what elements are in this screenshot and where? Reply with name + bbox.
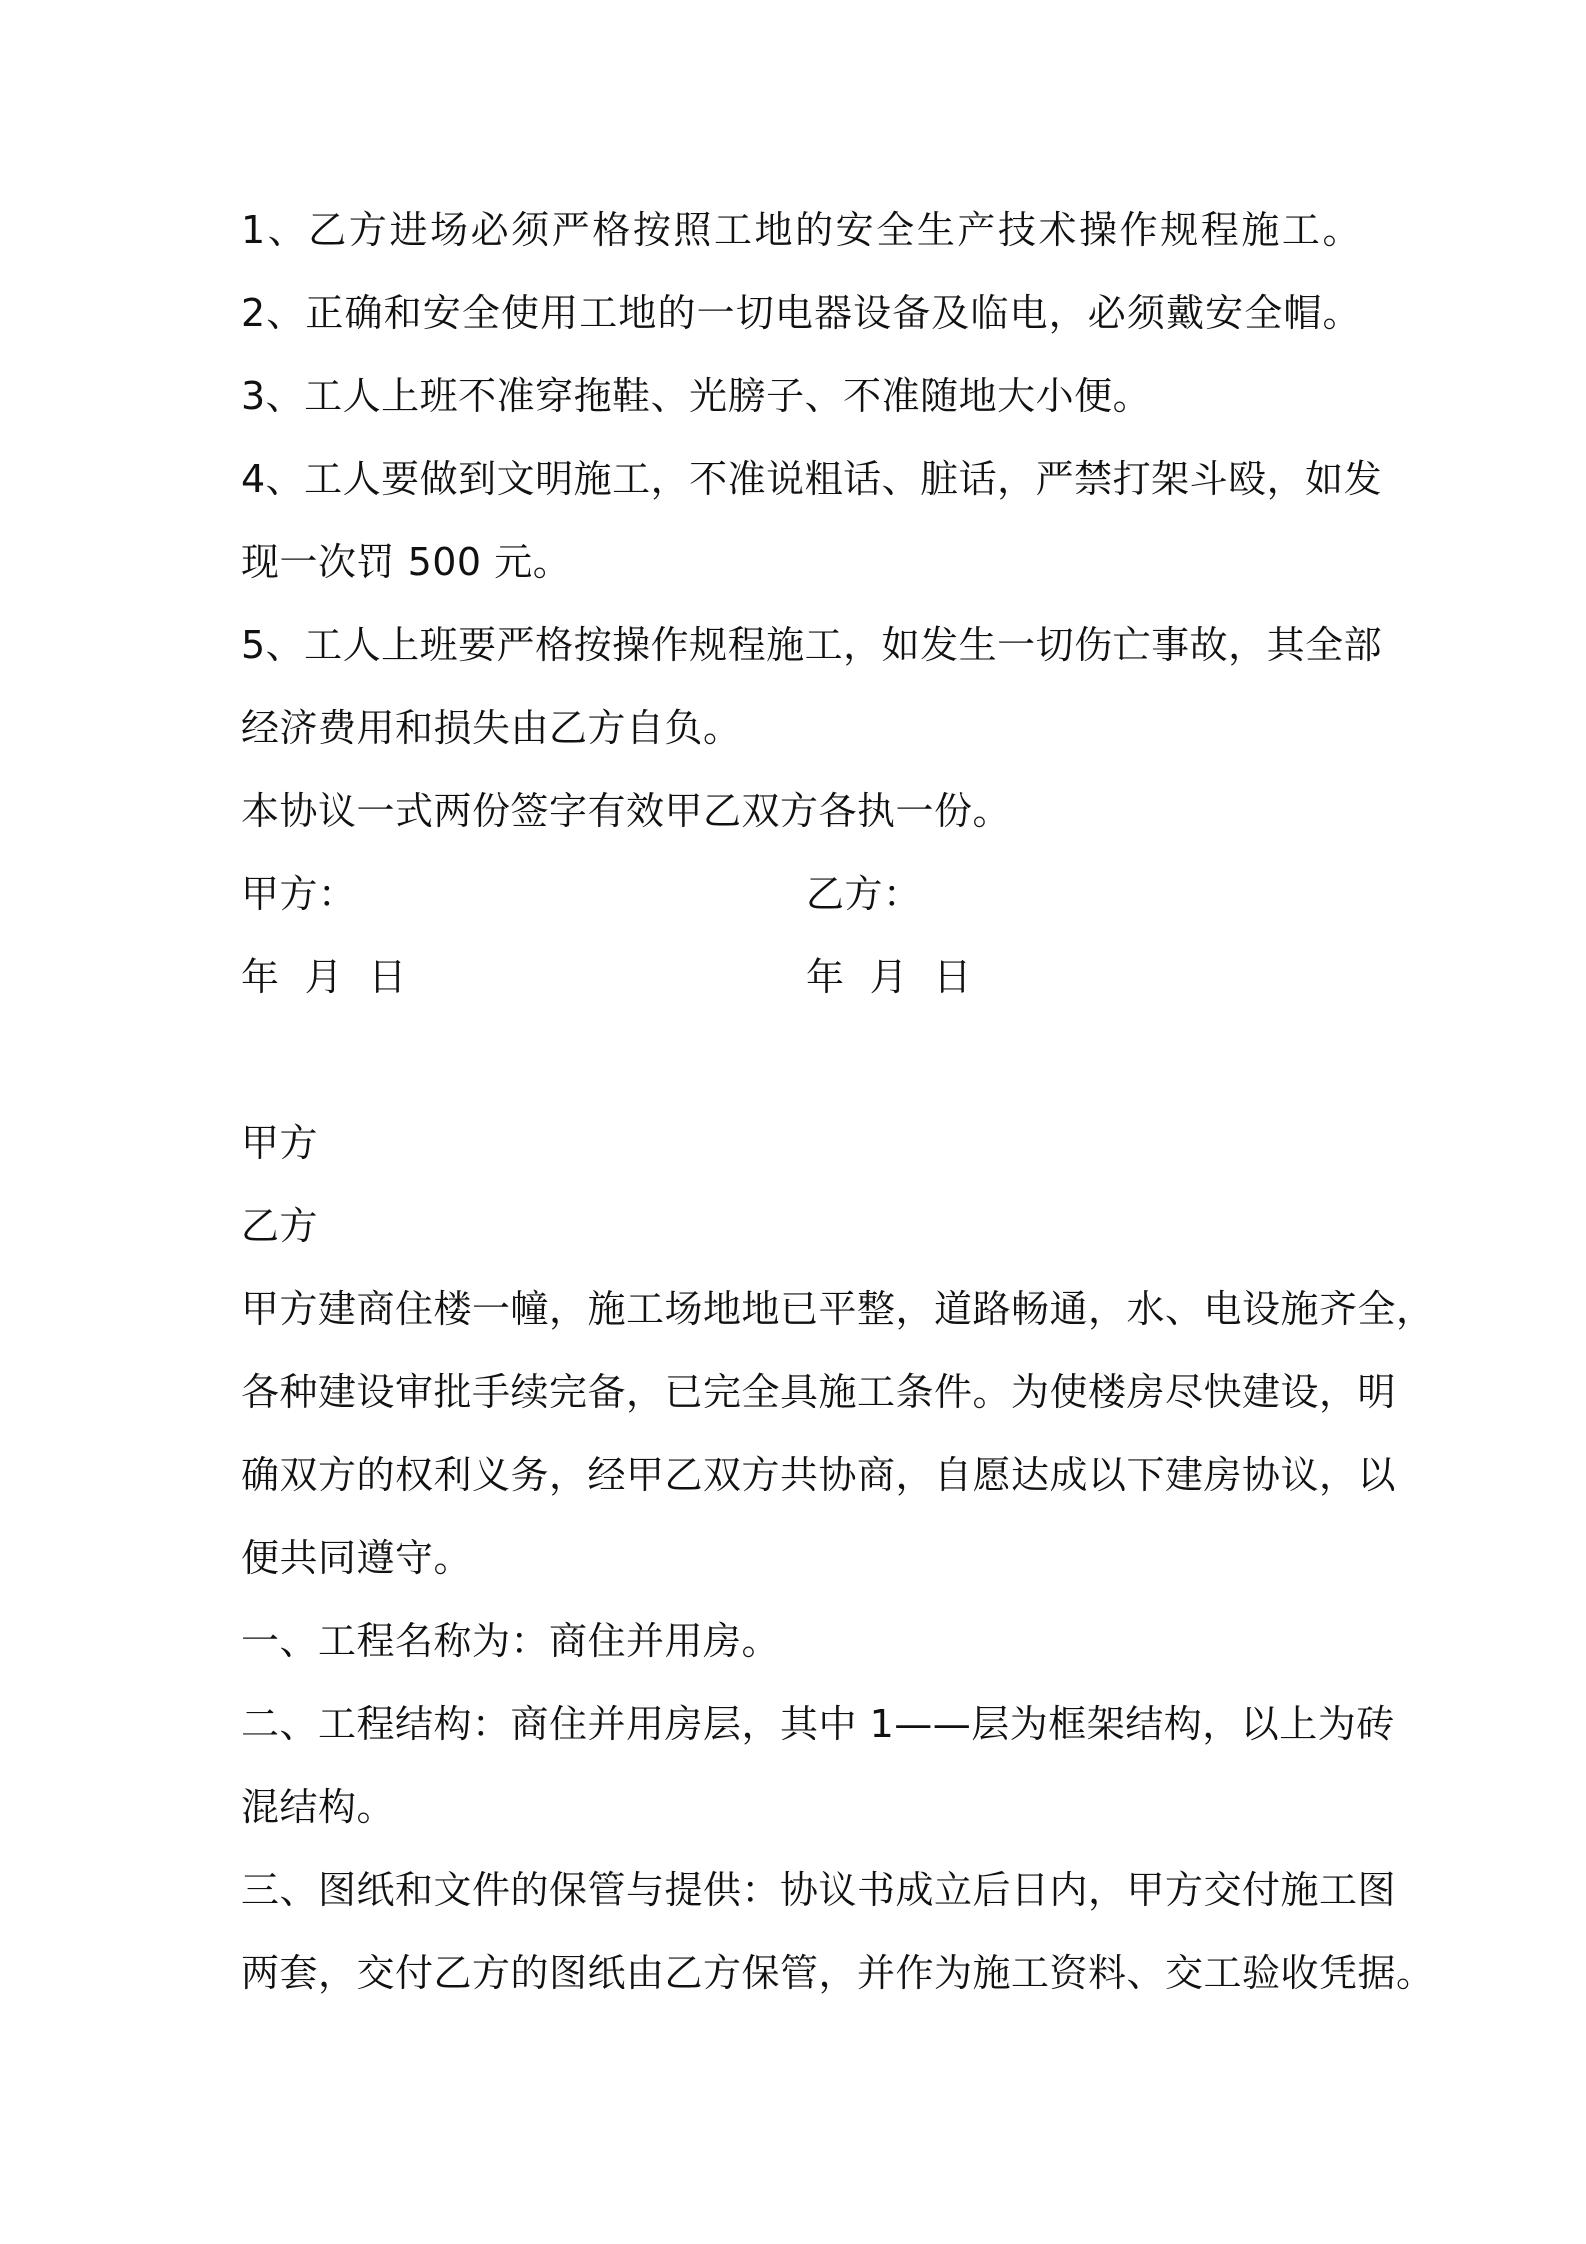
clause-3-line-1: 三、图纸和文件的保管与提供：协议书成立后日内，甲方交付施工图: [241, 1868, 1397, 1912]
clause-3-line-2: 两套，交付乙方的图纸由乙方保管，并作为施工资料、交工验收凭据。: [241, 1951, 1435, 1995]
clause-1: 一、工程名称为：商住并用房。: [241, 1619, 781, 1663]
agreement-copies-note: 本协议一式两份签字有效甲乙双方各执一份。: [241, 789, 1012, 833]
rule-line-5-cont: 经济费用和损失由乙方自负。: [241, 706, 742, 750]
rule-line-5: 5、工人上班要严格按操作规程施工，如发生一切伤亡事故，其全部: [241, 623, 1383, 667]
rule-line-3: 3、工人上班不准穿拖鞋、光膀子、不准随地大小便。: [241, 374, 1152, 418]
party-b-signature-label: 乙方：: [806, 872, 922, 916]
clause-2-line-1: 二、工程结构：商住并用房层，其中 1——层为框架结构，以上为砖: [241, 1702, 1395, 1746]
rule-line-2: 2、正确和安全使用工地的一切电器设备及临电，必须戴安全帽。: [241, 291, 1361, 335]
rule-line-4-cont: 现一次罚 500 元。: [241, 540, 572, 584]
rule-line-4: 4、工人要做到文明施工，不准说粗话、脏话，严禁打架斗殴，如发: [241, 457, 1383, 501]
party-b-date: 年 月 日: [806, 955, 972, 999]
clause-2-line-2: 混结构。: [241, 1785, 396, 1829]
intro-line-1: 甲方建商住楼一幢，施工场地地已平整，道路畅通，水、电设施齐全，: [241, 1287, 1435, 1331]
party-a-date: 年 月 日: [241, 955, 407, 999]
party-b-heading: 乙方: [241, 1204, 319, 1248]
rule-line-1: 1、乙方进场必须严格按照工地的安全生产技术操作规程施工。: [241, 208, 1361, 252]
party-a-heading: 甲方: [241, 1121, 319, 1165]
intro-line-2: 各种建设审批手续完备，已完全具施工条件。为使楼房尽快建设，明: [241, 1370, 1397, 1414]
party-a-signature-label: 甲方：: [241, 872, 357, 916]
intro-line-3: 确双方的权利义务，经甲乙双方共协商，自愿达成以下建房协议，以: [241, 1453, 1397, 1497]
intro-line-4: 便共同遵守。: [241, 1536, 473, 1580]
